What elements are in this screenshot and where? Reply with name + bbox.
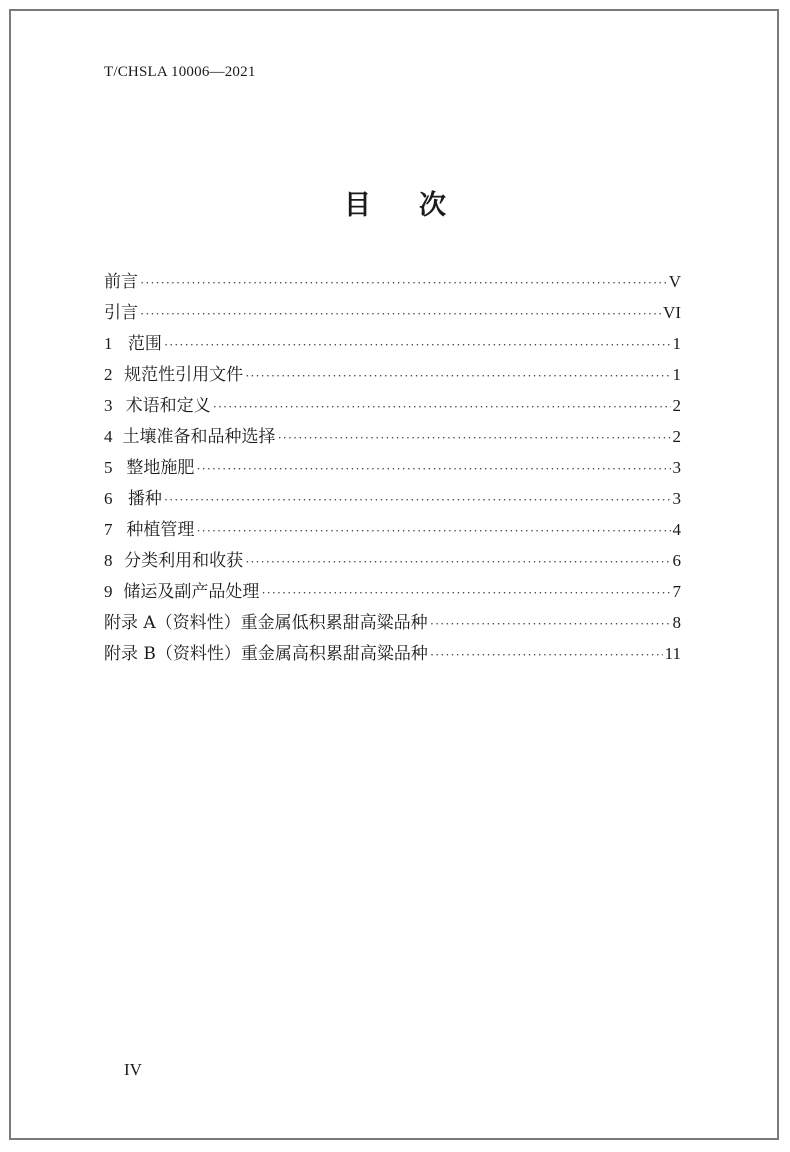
toc-item-introduction[interactable] — [104, 297, 681, 328]
toc-item-label: 术语和定义 — [125, 396, 211, 416]
toc-item-2[interactable] — [104, 359, 681, 390]
toc-item-page: 7 — [672, 582, 681, 601]
toc-item-label: 附录 A（资料性）重金属低积累甜高粱品种 — [104, 613, 428, 633]
toc-item-number: 3 — [104, 396, 113, 415]
toc-leader-dots — [196, 453, 670, 484]
toc-item-3[interactable] — [104, 390, 681, 421]
toc-item-page: 1 — [672, 365, 681, 384]
toc-item-appendix-a[interactable] — [104, 607, 681, 638]
toc-item-page: 3 — [672, 489, 681, 508]
toc-item-label: 前言 — [104, 272, 138, 292]
toc-item-9[interactable] — [104, 576, 681, 607]
toc-item-1[interactable] — [104, 328, 681, 359]
toc-item-page: 4 — [672, 520, 681, 539]
toc-leader-dots — [245, 360, 670, 391]
toc-item-page: 1 — [672, 334, 681, 353]
toc-item-number: 2 — [104, 365, 113, 384]
toc-leader-dots — [164, 329, 671, 360]
toc-item-4[interactable] — [104, 421, 681, 452]
toc-title — [0, 186, 790, 226]
toc-item-label: 土壤准备和品种选择 — [122, 427, 276, 447]
toc-item-label: 规范性引用文件 — [124, 365, 244, 385]
page-number: IV — [124, 1060, 142, 1079]
toc-item-appendix-b[interactable] — [104, 638, 681, 669]
toc-item-label: 整地施肥 — [126, 458, 195, 478]
toc-item-6[interactable] — [104, 483, 681, 514]
toc-item-page: VI — [663, 303, 681, 322]
toc-leader-dots — [140, 267, 667, 298]
toc-item-page: 8 — [672, 613, 681, 632]
toc-item-number: 4 — [104, 427, 113, 446]
toc-item-label: 播种 — [127, 489, 162, 509]
toc-item-number: 8 — [104, 551, 113, 570]
toc-item-7[interactable] — [104, 514, 681, 545]
toc-item-label: 储运及副产品处理 — [123, 582, 260, 602]
toc-leader-dots — [261, 577, 670, 608]
document-code: T/CHSLA 10006—2021 — [104, 64, 256, 80]
toc-title-char-1: 目 — [344, 190, 371, 221]
toc-title-char-2: 次 — [419, 190, 446, 221]
toc-leader-dots — [430, 608, 671, 639]
toc-item-label: 种植管理 — [126, 520, 195, 540]
toc-item-page: 6 — [672, 551, 681, 570]
toc-leader-dots — [278, 422, 671, 453]
toc-item-page: 2 — [672, 427, 681, 446]
toc-item-label: 分类利用和收获 — [124, 551, 244, 571]
toc-leader-dots — [430, 639, 663, 670]
toc-item-foreword[interactable] — [104, 266, 681, 297]
toc-item-5[interactable] — [104, 452, 681, 483]
toc-item-number: 7 — [104, 520, 113, 539]
toc-item-page: 2 — [672, 396, 681, 415]
toc-item-page: 3 — [672, 458, 681, 477]
toc-item-number: 1 — [104, 334, 113, 353]
toc-list — [104, 266, 681, 669]
toc-item-label: 范围 — [127, 334, 162, 354]
toc-leader-dots — [245, 546, 670, 577]
toc-item-label: 附录 B（资料性）重金属高积累甜高粱品种 — [104, 644, 428, 664]
toc-item-8[interactable] — [104, 545, 681, 576]
toc-item-number: 5 — [104, 458, 113, 477]
toc-leader-dots — [213, 391, 671, 422]
toc-item-page: 11 — [664, 644, 681, 663]
toc-item-label: 引言 — [104, 303, 138, 323]
toc-item-number: 9 — [104, 582, 113, 601]
toc-leader-dots — [140, 298, 661, 329]
toc-leader-dots — [196, 515, 670, 546]
toc-item-page: V — [668, 272, 681, 291]
toc-item-number: 6 — [104, 489, 113, 508]
toc-leader-dots — [164, 484, 671, 515]
